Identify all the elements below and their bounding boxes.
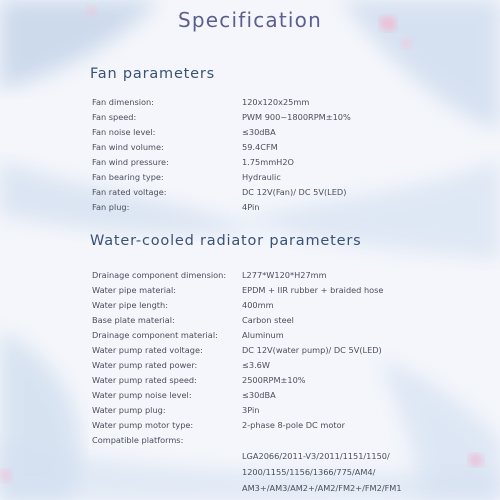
compatible-platforms-list	[242, 448, 402, 496]
spec-label: Fan plug:	[92, 202, 130, 212]
spec-value: ≤3.6W	[242, 360, 270, 370]
spec-value: EPDM + IIR rubber + braided hose	[242, 285, 384, 295]
spec-row	[92, 418, 472, 433]
spec-row	[92, 403, 472, 418]
spec-label: Base plate material:	[92, 315, 175, 325]
spec-label: Water pump rated voltage:	[92, 345, 203, 355]
spec-label: Fan bearing type:	[92, 172, 164, 182]
spec-row	[92, 328, 472, 343]
spec-label: Water pump motor type:	[92, 420, 194, 430]
fan-spec-list	[92, 95, 472, 215]
spec-label: Fan speed:	[92, 112, 137, 122]
spec-row	[92, 283, 472, 298]
spec-value: 3Pin	[242, 405, 260, 415]
spec-row	[92, 140, 472, 155]
spec-row	[92, 155, 472, 170]
radiator-spec-list	[92, 268, 472, 448]
spec-value: ≤30dBA	[242, 390, 276, 400]
spec-row	[92, 388, 472, 403]
spec-row	[92, 313, 472, 328]
spec-row	[92, 343, 472, 358]
spec-label: Water pipe material:	[92, 285, 177, 295]
spec-value: Hydraulic	[242, 172, 281, 182]
spec-label: Compatible platforms:	[92, 435, 184, 445]
spec-label: Drainage component material:	[92, 330, 218, 340]
spec-value: 4Pin	[242, 202, 260, 212]
spec-label: Fan rated voltage:	[92, 187, 167, 197]
radiator-section-heading: Water-cooled radiator parameters	[90, 233, 362, 249]
page-title: Specification	[177, 8, 322, 32]
platform-line: LGA2066/2011-V3/2011/1151/1150/	[242, 451, 390, 461]
spec-label: Fan dimension:	[92, 97, 154, 107]
spec-value: 1.75mmH2O	[242, 157, 294, 167]
spec-row	[92, 358, 472, 373]
spec-value	[242, 433, 472, 448]
spec-value: 59.4CFM	[242, 142, 278, 152]
fan-section-heading: Fan parameters	[90, 66, 215, 82]
spec-label: Water pipe length:	[92, 300, 168, 310]
spec-row	[92, 170, 472, 185]
spec-label: Drainage component dimension:	[92, 270, 227, 280]
spec-row	[92, 268, 472, 283]
spec-value: 2-phase 8-pole DC motor	[242, 420, 345, 430]
spec-value: 2500RPM±10%	[242, 375, 306, 385]
spec-value: PWM 900~1800RPM±10%	[242, 112, 351, 122]
spec-row	[92, 298, 472, 313]
spec-row	[92, 185, 472, 200]
spec-label: Fan noise level:	[92, 127, 156, 137]
spec-label: Water pump rated power:	[92, 360, 198, 370]
spec-value: Aluminum	[242, 330, 284, 340]
platform-line: 1200/1155/1156/1366/775/AM4/	[242, 467, 376, 477]
spec-label: Water pump noise level:	[92, 390, 192, 400]
spec-row	[92, 95, 472, 110]
spec-value: 120x120x25mm	[242, 97, 310, 107]
spec-row	[92, 125, 472, 140]
spec-value: ≤30dBA	[242, 127, 276, 137]
spec-value: 400mm	[242, 300, 274, 310]
spec-value: L277*W120*H27mm	[242, 270, 327, 280]
platform-line: AM3+/AM3/AM2+/AM2/FM2+/FM2/FM1	[242, 483, 402, 493]
spec-row	[92, 373, 472, 388]
spec-label: Fan wind pressure:	[92, 157, 169, 167]
spec-label: Fan wind volume:	[92, 142, 164, 152]
spec-row	[92, 110, 472, 125]
spec-value: DC 12V(Fan)/ DC 5V(LED)	[242, 187, 347, 197]
spec-row	[92, 433, 472, 448]
spec-value: Carbon steel	[242, 315, 294, 325]
spec-value: DC 12V(water pump)/ DC 5V(LED)	[242, 345, 382, 355]
spec-row	[92, 200, 472, 215]
spec-label: Water pump plug:	[92, 405, 166, 415]
spec-label: Water pump rated speed:	[92, 375, 197, 385]
